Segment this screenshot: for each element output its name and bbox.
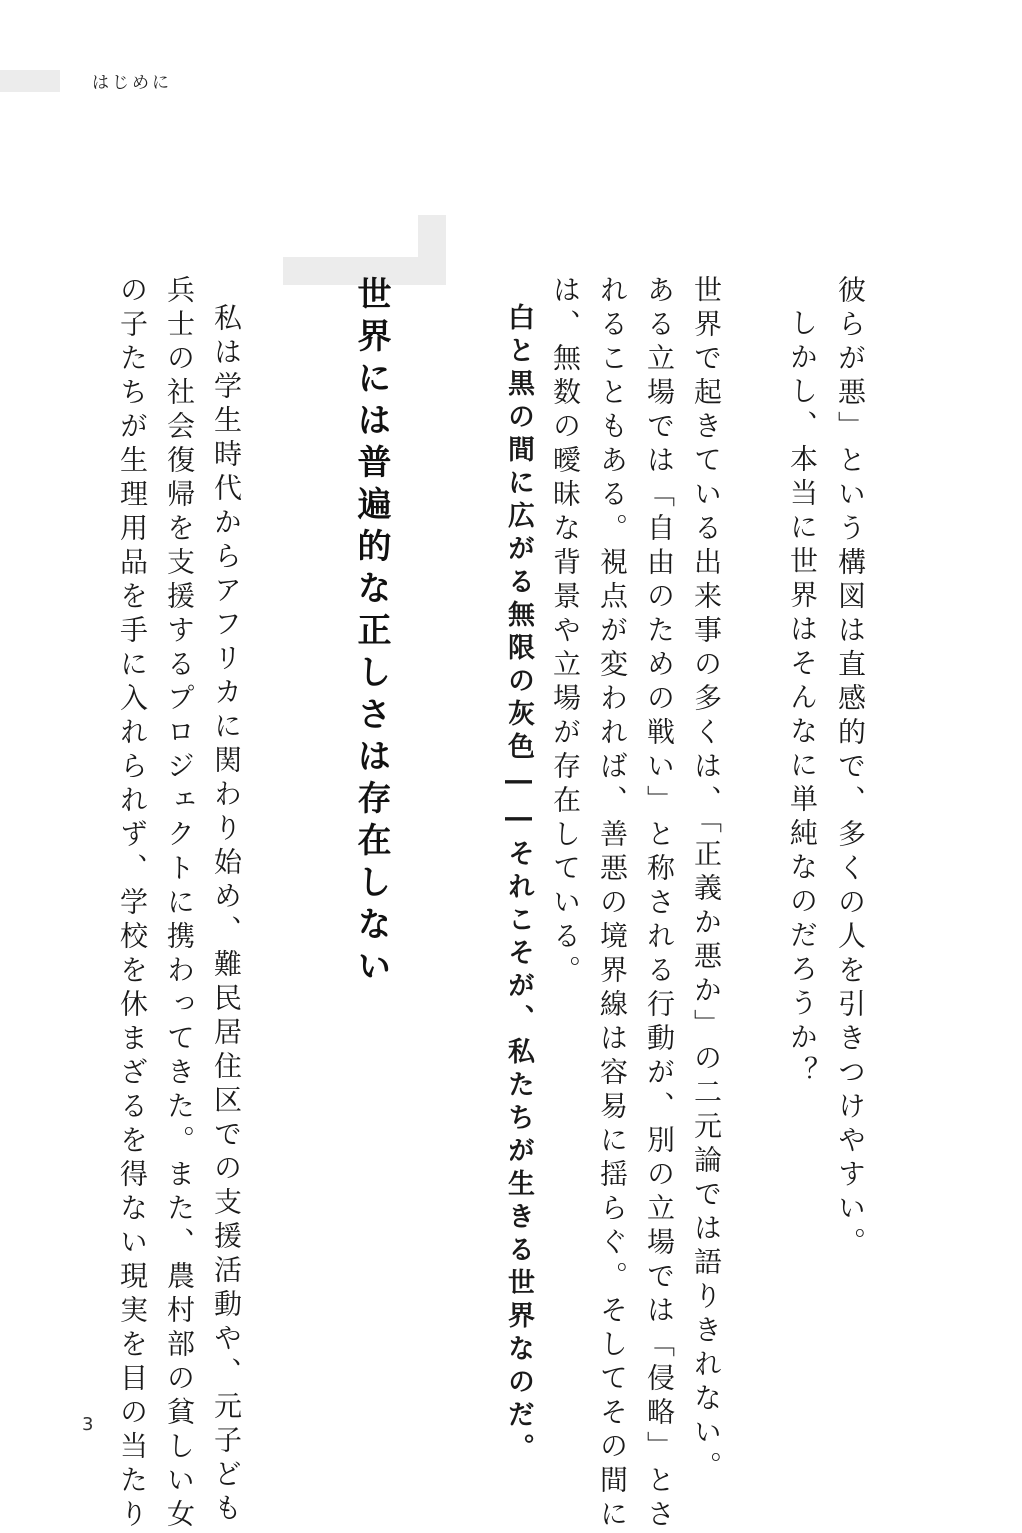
- body-column-6: は、無数の曖昧な背景や立場が存在している。: [549, 275, 582, 989]
- running-head: はじめに: [92, 73, 172, 93]
- body-column-1: 彼らが悪」という構図は直感的で、多くの人を引きつけやすい。: [834, 275, 867, 1261]
- body-column-2: しかし、本当に世界はそんなに単純なのだろうか？: [786, 308, 819, 1090]
- body-column-10: 兵士の社会復帰を支援するプロジェクトに携わってきた。また、農村部の貧しい女: [163, 275, 196, 1533]
- section-heading: 世界には普遍的な正しさは存在しない: [351, 276, 391, 990]
- body-column-3: 世界で起きている出来事の多くは、「正義か悪か」の二元論では語りきれない。: [690, 275, 723, 1485]
- body-column-9: 私は学生時代からアフリカに関わり始め、難民居住区での支援活動や、元子ども: [210, 303, 243, 1527]
- body-column-5: れることもある。視点が変われば、善悪の境界線は容易に揺らぐ。そしてその間に: [596, 275, 629, 1533]
- body-column-4: ある立場では「自由のための戦い」と称される行動が、別の立場では「侵略」とさ: [643, 275, 676, 1533]
- header-accent-bar: [0, 70, 60, 92]
- emphasis-column: 白と黒の間に広がる無限の灰色――それこそが、私たちが生きる世界なのだ。: [503, 303, 534, 1466]
- page-number: 3: [82, 1414, 94, 1435]
- body-column-11: の子たちが生理用品を手に入れられず、学校を休まざるを得ない現実を目の当たり: [116, 275, 149, 1533]
